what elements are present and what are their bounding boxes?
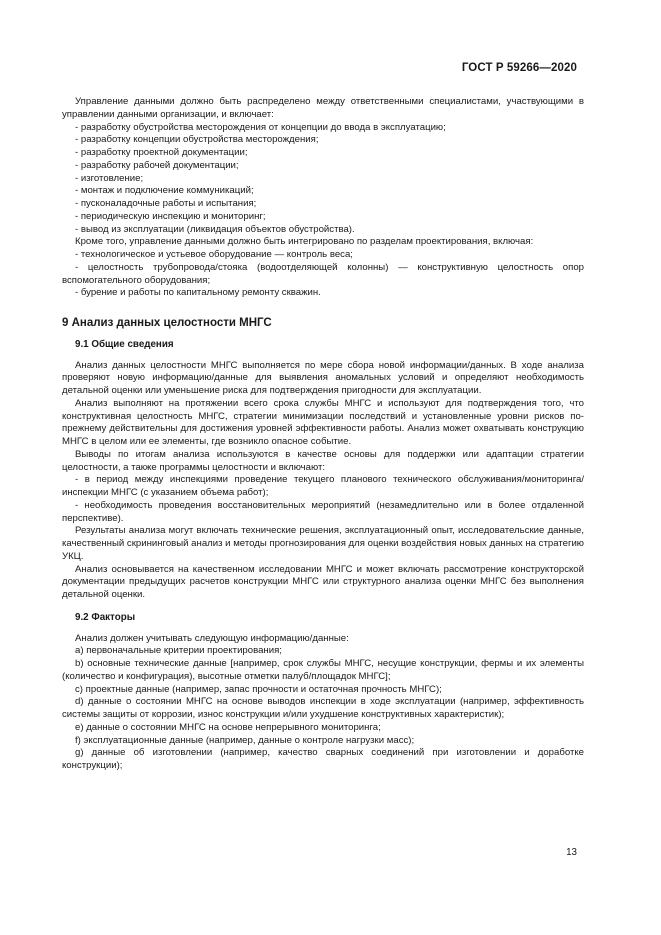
paragraph: Анализ основывается на качественном исследовании МНГС и может включать рассмотрение конструкторской документации предыдущих расчетов конструкции МНГС или структурного анализа оценки МНГС без выполнения детальной оценки. [62,563,584,600]
list-item: - периодическую инспекцию и мониторинг; [75,210,266,222]
list-item: - монтаж и подключение коммуникаций; [75,185,254,197]
list-item: - технологическое и устьевое оборудование — контроль веса; [75,249,353,260]
section-heading-9: 9 Анализ данных целостности МНГС [62,317,272,329]
list-item: a) первоначальные критерии проектирования; [75,645,282,657]
list-item: - изготовление; [75,172,144,184]
list-item: - разработку обустройства месторождения от концепции до ввода в эксплуатацию; [75,121,446,133]
list-item: g) данные об изготовлении (например, качество сварных соединений при изготовлении и доработке конструкции); [62,747,584,771]
list-item: - бурение и работы по капитальному ремонту скважин. [75,287,321,299]
paragraph: Результаты анализа могут включать технические решения, эксплуатационный опыт, исследовательские данные, качественный скрининговый анализ и методы прогнозирования для оценки воздействия новых данных на стратегию УКЦ. [62,525,584,562]
list-item: - необходимость проведения восстановительных мероприятий (незамедлительно или в более отдаленной перспективе). [62,499,584,524]
list-item: - вывод из эксплуатации (ликвидация объектов обустройства). [75,223,355,235]
list-item: d) данные о состоянии МНГС на основе выводов инспекции в ходе эксплуатации (например, эффективность системы защиты от коррозии, износ конструкции и/или ухудшение конструктивных характеристик); [62,696,584,720]
paragraph: Анализ выполняют на протяжении всего срока службы МНГС и используют для подтверждения того, что конструктивная целостность МНГС, стратегии минимизации последствий и установленные уровни рисков по-прежнему действительны для достижения уровней эффективности работы. Анализ может охватывать конструкцию МНГС в целом или ее элементы, где возникло опасное событие. [62,397,584,447]
paragraph: Анализ данных целостности МНГС выполняется по мере сбора новой информации/данных. В ходе анализа проверяют новую информацию/данные для выявления аномальных условий и определяют необходимость детальной оценки или уменьшение риска для подтверждения пригодности для эксплуатации. [62,359,584,396]
list-item: f) эксплуатационные данные (например, данные о контроле нагрузки масс); [75,734,415,746]
intro-paragraph-2: Кроме того, управление данными должно быть интегрировано по разделам проектирования, включая: [75,236,534,248]
subsection-heading-9-1: 9.1 Общие сведения [75,338,174,350]
list-item: - разработку концепции обустройства месторождения; [75,134,319,146]
page-number: 13 [566,847,577,858]
standard-code: ГОСТ Р 59266—2020 [461,62,577,74]
document-body [62,96,584,773]
list-item: b) основные технические данные [например, срок службы МНГС, несущие конструкции, фермы и их элементы (количество и конфигурация), высотные отметки палуб/площадок МНГС]; [62,658,584,682]
list-item: c) проектные данные (например, запас прочности и остаточная прочность МНГС); [75,683,442,695]
paragraph: Выводы по итогам анализа используются в качестве основы для поддержки или адаптации стратегии целостности, а также программы целостности и включают: [62,448,584,473]
list-item: - разработку рабочей документации; [75,159,239,171]
list-item: - разработку проектной документации; [75,147,248,158]
list-item: e) данные о состоянии МНГС на основе непрерывного мониторинга; [75,721,381,733]
list-item: - пусконаладочные работы и испытания; [75,198,257,209]
paragraph: Анализ должен учитывать следующую информацию/данные: [75,632,349,644]
subsection-heading-9-2: 9.2 Факторы [75,611,136,623]
list-item: - в период между инспекциями проведение текущего планового технического обслуживания/мониторинга/инспекции МНГС (с указанием объема работ); [62,474,584,498]
intro-paragraph-1: Управление данными должно быть распределено между ответственными специалистами, участвующими в управлении данными организации, и включает: [62,96,584,120]
list-item: - целостность трубопровода/стояка (водоотделяющей колонны) — конструктивную целостность опор вспомогательного оборудования; [62,261,584,286]
